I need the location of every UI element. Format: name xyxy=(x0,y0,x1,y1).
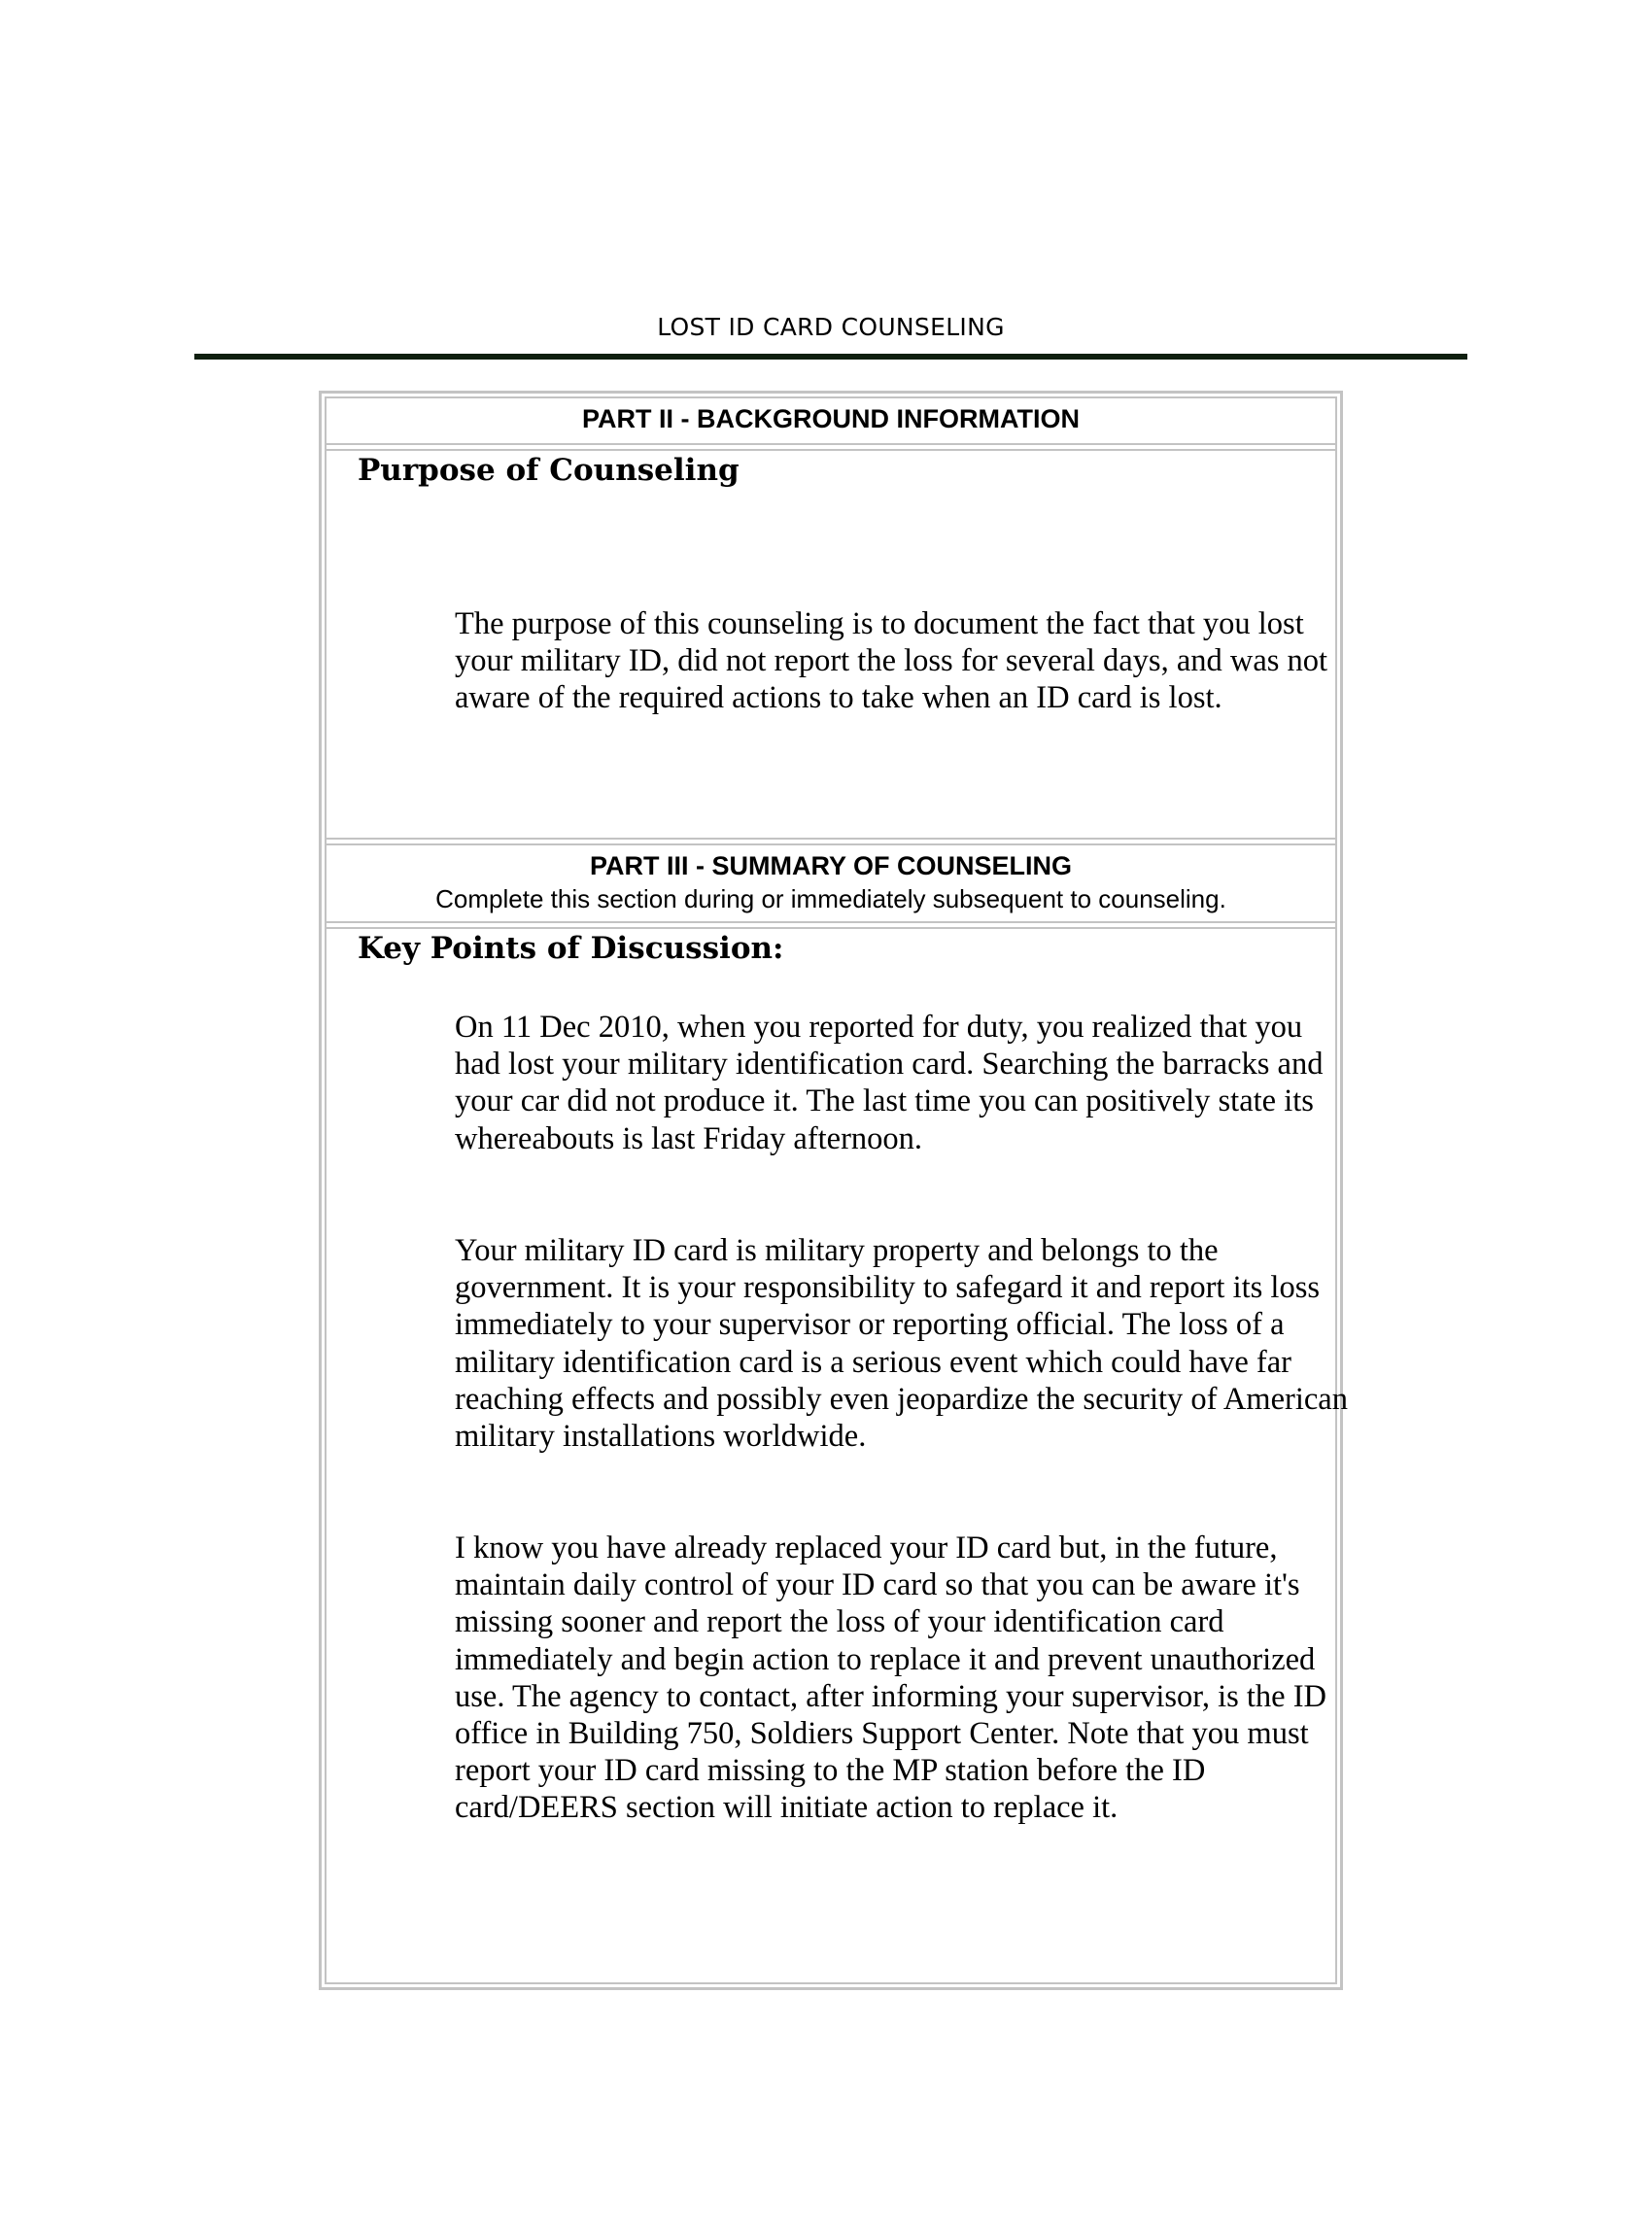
part-2-title: PART II - BACKGROUND INFORMATION xyxy=(582,404,1080,433)
page-header-title: LOST ID CARD COUNSELING xyxy=(657,313,1005,341)
part-2-title-divider-bottom xyxy=(325,449,1337,451)
key-points-heading: Key Points of Discussion: xyxy=(358,931,784,966)
header-divider xyxy=(194,354,1467,360)
purpose-heading: Purpose of Counseling xyxy=(358,453,740,488)
part-2-title-divider-top xyxy=(325,443,1337,445)
part-3-title: PART III - SUMMARY OF COUNSELING xyxy=(589,851,1072,880)
key-point-paragraph-1: On 11 Dec 2010, when you reported for duty, you realized that you had lost your military identification card. Searching the barracks and your car did not produce it. The last time you can positively state its whereabouts is last Friday afternoon. xyxy=(455,1010,1324,1156)
part-3-divider-top xyxy=(325,838,1337,840)
key-point-paragraph-2: Your military ID card is military property and belongs to the government. It is your responsibility to safegard it and report its loss immediately to your supervisor or reporting official. The loss of a military identification card is a serious event which could have far reaching effects and possibly even jeopardize the security of American military installations worldwide. xyxy=(455,1233,1348,1455)
part-3-title-divider-top xyxy=(325,921,1337,923)
key-point-paragraph-3: I know you have already replaced your ID card but, in the future, maintain daily control of your ID card so that you can be aware it's missing sooner and report the loss of your identification card immediately and begin action to replace it and prevent unauthorized use. The agency to contact, after informing your supervisor, is the ID office in Building 750, Soldiers Support Center. Note that you must report your ID card missing to the MP station before the ID card/DEERS section will initiate action to replace it. xyxy=(455,1530,1327,1826)
part-3-divider-bottom xyxy=(325,843,1337,845)
part-3-subtitle: Complete this section during or immediately subsequent to counseling. xyxy=(435,884,1226,913)
part-3-title-divider-bottom xyxy=(325,927,1337,929)
purpose-paragraph: The purpose of this counseling is to document the fact that you lost your military ID, did not report the loss for several days, and was not aware of the required actions to take when an ID card is lost. xyxy=(455,606,1328,716)
